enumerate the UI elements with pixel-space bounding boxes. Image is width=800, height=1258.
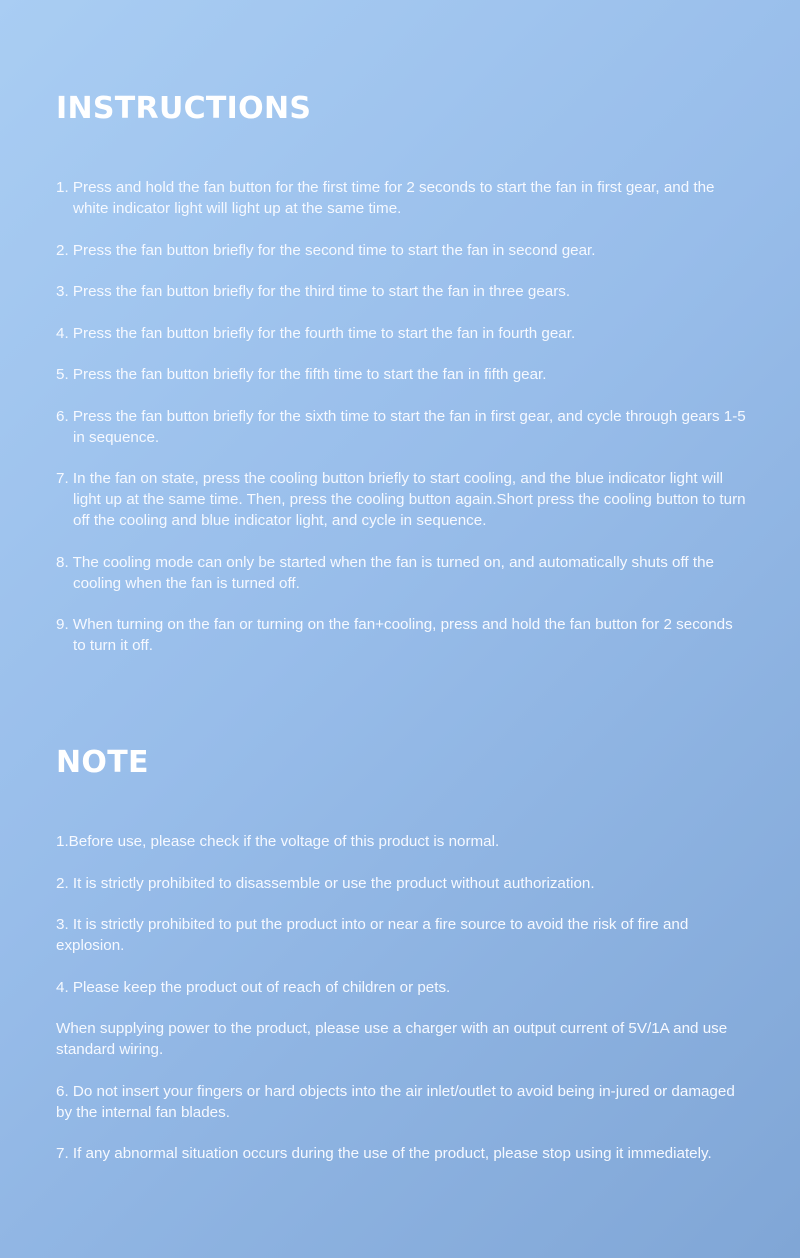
- note-item-7: 7. If any abnormal situation occurs during the use of the product, please stop using it immediately.: [56, 1145, 712, 1162]
- note-item-2: 2. It is strictly prohibited to disassemble or use the product without authorization.: [56, 874, 595, 892]
- instruction-item-7: 7. In the fan on state, press the cooling button briefly to start cooling, and the blue indicator light will light up at the same time. Then, press the cooling button again.Short press the cooling button to turn off the cooling and blue indicator light, and cycle in sequence.: [56, 470, 746, 529]
- note-item-1: 1.Before use, please check if the voltage of this product is normal.: [56, 833, 500, 850]
- instruction-item-8: 8. The cooling mode can only be started when the fan is turned on, and automatically shuts off the cooling when the fan is turned off.: [56, 553, 714, 592]
- instruction-item-1: 1. Press and hold the fan button for the first time for 2 seconds to start the fan in first gear, and the white indicator light will light up at the same time.: [56, 179, 715, 217]
- instruction-item-4: 4. Press the fan button briefly for the fourth time to start the fan in fourth gear.: [56, 324, 576, 342]
- note-item-3: 3. It is strictly prohibited to put the product into or near a fire source to avoid the risk of fire and explosion.: [56, 916, 689, 954]
- note-list: [56, 831, 746, 1185]
- instructions-list: [56, 177, 746, 677]
- instruction-item-3: 3. Press the fan button briefly for the third time to start the fan in three gears.: [56, 283, 571, 300]
- instruction-item-2: 2. Press the fan button briefly for the second time to start the fan in second gear.: [56, 241, 596, 259]
- note-item-5: When supplying power to the product, please use a charger with an output current of 5V/1A and use standard wiring.: [56, 1020, 728, 1058]
- instruction-item-6: 6. Press the fan button briefly for the sixth time to start the fan in first gear, and cycle through gears 1-5 in sequence.: [56, 407, 746, 446]
- instruction-item-5: 5. Press the fan button briefly for the fifth time to start the fan in fifth gear.: [56, 366, 547, 383]
- instructions-heading: INSTRUCTIONS: [56, 91, 312, 126]
- instruction-item-9: 9. When turning on the fan or turning on the fan+cooling, press and hold the fan button for 2 seconds to turn it off.: [56, 616, 733, 654]
- note-heading: NOTE: [56, 745, 149, 780]
- manual-page: [56, 0, 756, 1258]
- note-item-4: 4. Please keep the product out of reach of children or pets.: [56, 978, 451, 996]
- note-item-6: 6. Do not insert your fingers or hard objects into the air inlet/outlet to avoid being in-jured or damaged by the internal fan blades.: [56, 1082, 735, 1121]
